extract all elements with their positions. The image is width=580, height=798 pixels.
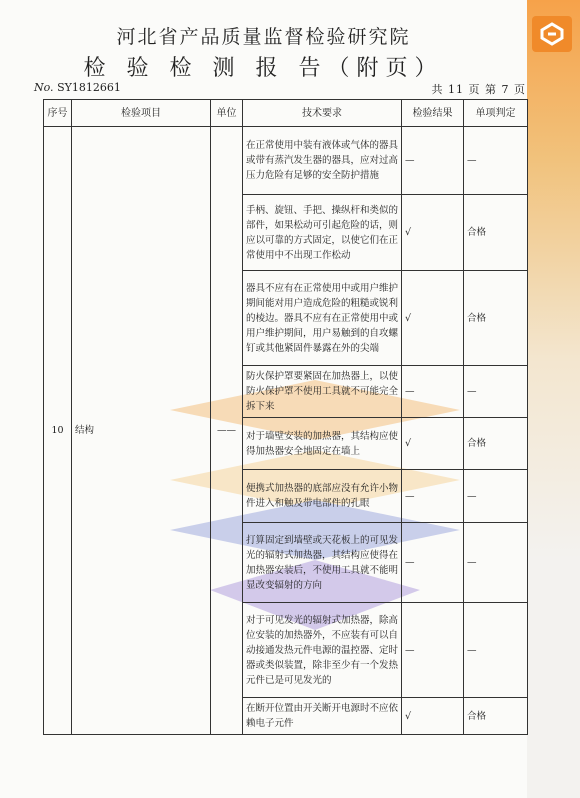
col-header-result: 检验结果 (402, 100, 464, 127)
group-item: 结构 (72, 127, 211, 735)
requirement-cell: 对于墙壁安装的加热器，其结构应使得加热器安全地固定在墙上 (243, 418, 402, 470)
page-edge-band (527, 0, 580, 798)
requirement-cell: 在断开位置由开关断开电源时不应依赖电子元件 (243, 698, 402, 735)
result-cell: — (402, 127, 464, 195)
page-counter: 共 11 页 第 7 页 (431, 83, 526, 96)
verdict-cell: — (464, 603, 528, 698)
col-header-verdict: 单项判定 (464, 100, 528, 127)
verdict-cell: — (464, 127, 528, 195)
verdict-cell: 合格 (464, 698, 528, 735)
col-header-unit: 单位 (211, 100, 243, 127)
requirement-cell: 手柄、旋钮、手把、操纵杆和类似的部件，如果松动可引起危险的话，则应以可靠的方式固定，以使它们在正常使用中不出现工作松动 (243, 195, 402, 271)
verdict-cell: — (464, 523, 528, 603)
result-cell: — (402, 603, 464, 698)
result-cell: √ (402, 418, 464, 470)
requirement-cell: 防火保护罩要紧固在加热器上，以使防火保护罩不使用工具就不可能完全拆下来 (243, 366, 402, 418)
requirement-cell: 便携式加热器的底部应没有允许小物件进入和触及带电部件的孔眼 (243, 470, 402, 523)
result-cell: — (402, 366, 464, 418)
report-number-value: SY1812661 (57, 81, 121, 94)
requirement-cell: 器具不应有在正常使用中或用户维护期间能对用户造成危险的粗糙或锐利的棱边。器具不应有在正常使用中或用户维护期间，用户易触到的自攻螺钉或其他紧固件暴露在外的尖端 (243, 271, 402, 366)
col-header-item: 检验项目 (72, 100, 211, 127)
verdict-cell: 合格 (464, 195, 528, 271)
document-title: 检 验 检 测 报 告（附页） (83, 56, 444, 81)
requirement-cell: 对于可见发光的辐射式加热器，除高位安装的加热器外，不应装有可以自动接通发热元件电源的温控器、定时器或类似装置，除非至少有一个发热元件已是可见发光的 (243, 603, 402, 698)
result-cell: — (402, 523, 464, 603)
result-cell: — (402, 470, 464, 523)
requirement-cell: 在正常使用中装有液体或气体的器具或带有蒸汽发生器的器具，应对过高压力危险有足够的安全防护措施 (243, 127, 402, 195)
group-unit: —— (211, 127, 243, 735)
verdict-cell: 合格 (464, 418, 528, 470)
report-number (34, 81, 121, 94)
result-cell: √ (402, 195, 464, 271)
institute-logo-icon (532, 16, 572, 52)
verdict-cell: — (464, 470, 528, 523)
col-header-no: 序号 (44, 100, 72, 127)
verdict-cell: — (464, 366, 528, 418)
result-cell: √ (402, 271, 464, 366)
col-header-requirement: 技术要求 (243, 100, 402, 127)
requirement-cell: 打算固定到墙壁或天花板上的可见发光的辐射式加热器，其结构应使得在加热器安装后，不使用工具就不能明显改变辐射的方向 (243, 523, 402, 603)
report-number-prefix: No. (34, 81, 54, 94)
table-header-row (44, 100, 528, 127)
group-number: 10 (44, 127, 72, 735)
result-cell: √ (402, 698, 464, 735)
organization-name: 河北省产品质量监督检验研究院 (116, 26, 411, 48)
table-row (44, 127, 528, 195)
inspection-table (43, 99, 528, 735)
verdict-cell: 合格 (464, 271, 528, 366)
